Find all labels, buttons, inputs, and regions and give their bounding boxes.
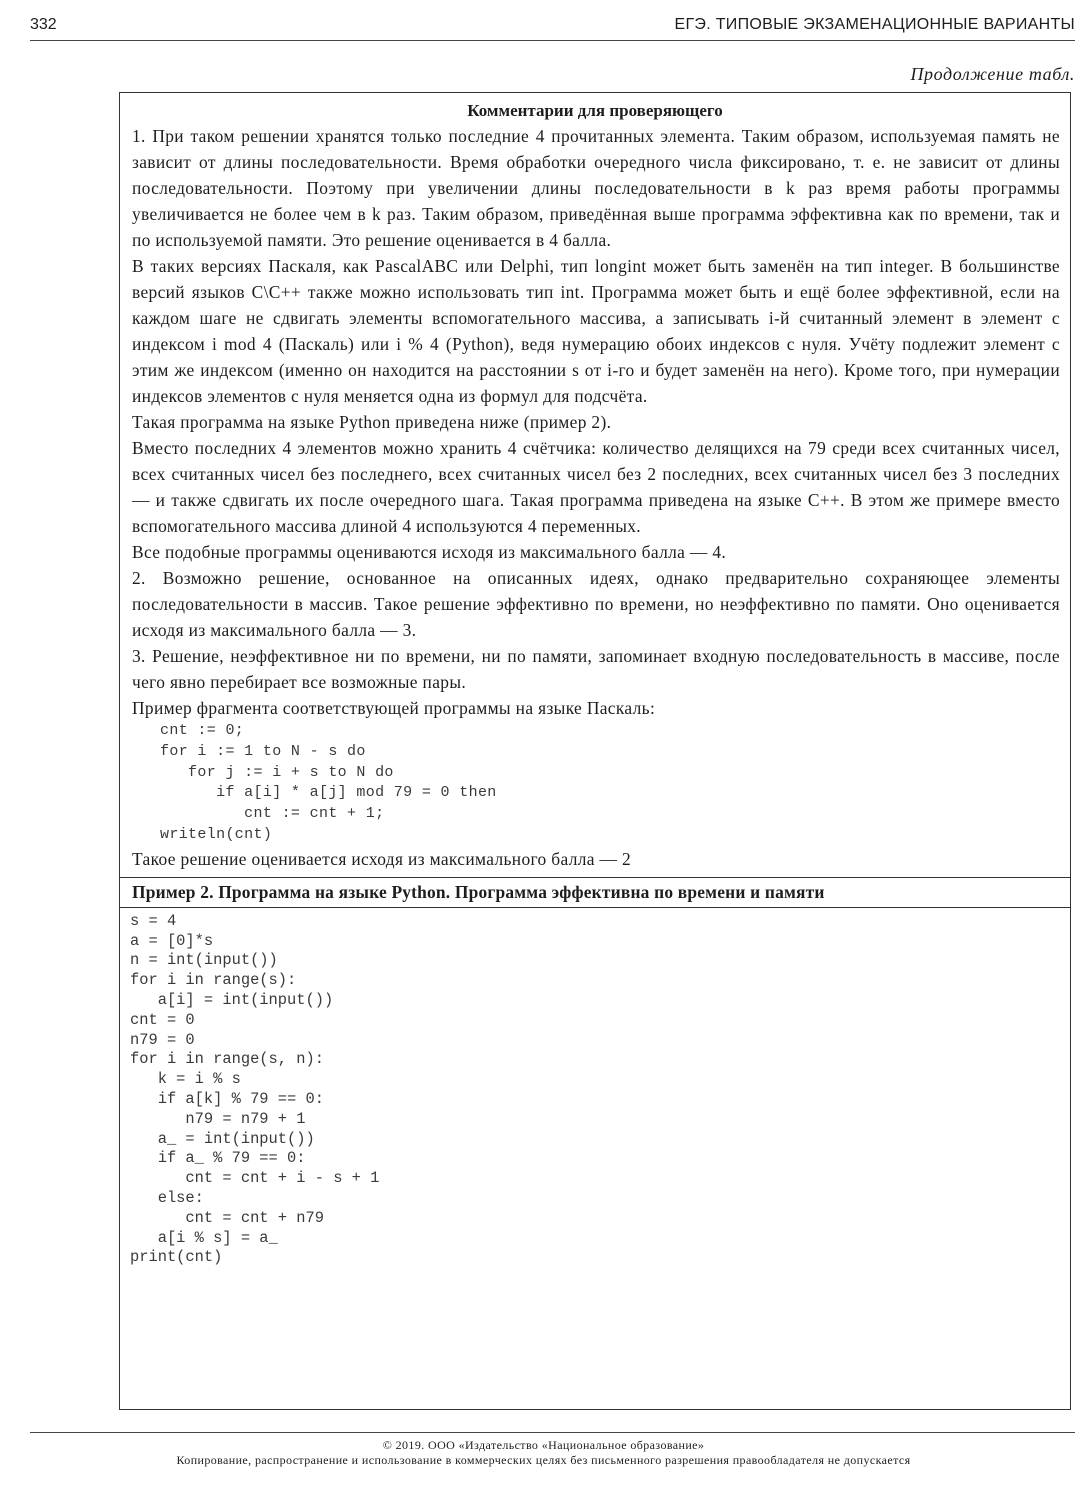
comment-paragraph: В таких версиях Паскаля, как PascalABC или Delphi, тип longint может быть заменён на тип integer. В большинстве версий языков C\C++ также можно использовать тип int. Программа может быть и ещё более эффективной, если на каждом шаге не сдвигать элементы вспомогательного массива, а записывать i-й считанный элемент в элемент с индексом i mod 4 (Паскаль) или i % 4 (Python), ведя нумерацию обоих индексов с нуля. Учёту подлежит элемент с этим же индексом (именно он находится на расстоянии s от i-го и будет заменён на него). Кроме того, при нумерации индексов элементов с нуля меняется одна из формул для подсчёта. xyxy=(132,256,1060,406)
comment-paragraph: Пример фрагмента соответствующей программы на языке Паскаль: xyxy=(132,698,656,718)
comment-paragraph: Все подобные программы оцениваются исходя из максимального балла — 4. xyxy=(132,542,727,562)
comment-closing: Такое решение оценивается исходя из максимального балла — 2 xyxy=(132,848,632,869)
copyright-notice: Копирование, распространение и использование в коммерческих целях без письменного разрешения правообладателя не допускается xyxy=(176,1453,911,1467)
comment-paragraph: 1. При таком решении хранятся только последние 4 прочитанных элемента. Таким образом, используемая память не зависит от длины последовательности. Время обработки очередного числа фиксировано, т. е. не зависит от длины последовательности. Поэтому при увеличении длины последовательности в k раз время работы программы увеличивается не более чем в k раз. Таким образом, приведённая выше программа эффективна как по времени, так и по используемой памяти. Это решение оценивается в 4 балла. xyxy=(132,126,1060,250)
copyright-line: © 2019. ООО «Издательство «Национальное образование» xyxy=(382,1438,705,1452)
comments-body xyxy=(120,123,1070,872)
comments-heading: Комментарии для проверяющего xyxy=(467,101,723,120)
comment-paragraph: 3. Решение, неэффективное ни по времени, ни по памяти, запоминает входную последовательность в массиве, после чего явно перебирает все возможные пары. xyxy=(132,646,1060,692)
comment-paragraph: Такая программа на языке Python приведена ниже (пример 2). xyxy=(132,412,612,432)
pascal-code-fragment: cnt := 0; for i := 1 to N - s do for j := i + s to N do if a[i] * a[j] mod 79 = 0 then cnt := cnt + 1; writeln(cnt) xyxy=(160,722,497,843)
footer-rule xyxy=(30,1432,1075,1433)
comment-paragraph: Вместо последних 4 элементов можно хранить 4 счётчика: количество делящихся на 79 среди всех считанных чисел, всех считанных чисел без последнего, всех считанных чисел без 2 последних, всех считанных чисел без 3 последних — и также сдвигать их после очередного шага. Такая программа приведена на языке C++. В этом же примере вместо вспомогательного массива длиной 4 используются 4 переменных. xyxy=(132,438,1060,536)
table-continuation-label: Продолжение табл. xyxy=(910,64,1075,84)
comment-paragraph: 2. Возможно решение, основанное на описанных идеях, однако предварительно сохраняющее элементы последовательности в массив. Такое решение эффективно по времени, но неэффективно по памяти. Оно оценивается исходя из максимального балла — 3. xyxy=(132,568,1060,640)
running-title: ЕГЭ. ТИПОВЫЕ ЭКЗАМЕНАЦИОННЫЕ ВАРИАНТЫ xyxy=(674,16,1075,33)
page-number: 332 xyxy=(30,16,57,33)
solution-table xyxy=(119,92,1071,1410)
page-footer xyxy=(0,1438,1087,1468)
page-header xyxy=(30,14,1075,41)
python-code-listing: s = 4 a = [0]*s n = int(input()) for i in range(s): a[i] = int(input()) cnt = 0 n79 = 0 for i in range(s, n): k = i % s if a[k] % 79 == 0: n79 = n79 + 1 a_ = int(input()) if a_ % 79 == 0: cnt = cnt + i - s + 1 else: cnt = cnt + n79 a[i % s] = a_ print(cnt) xyxy=(130,911,380,1267)
example2-title: Пример 2. Программа на языке Python. Программа эффективна по времени и памяти xyxy=(132,881,825,902)
